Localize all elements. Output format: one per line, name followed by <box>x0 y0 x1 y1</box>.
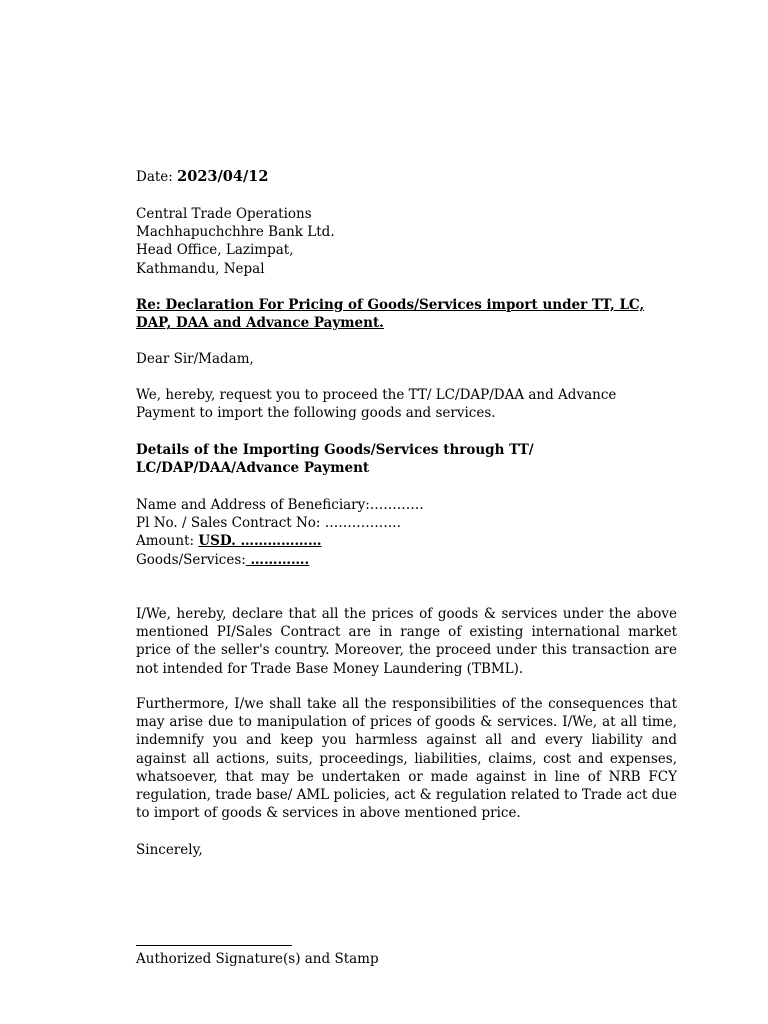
details-heading: Details of the Importing Goods/Services through TT/ LC/DAP/DAA/Advance Payment <box>136 442 534 477</box>
recipient-line-4: Kathmandu, Nepal <box>136 260 265 277</box>
amount-field <box>136 532 677 550</box>
signature-label: Authorized Signature(s) and Stamp <box>136 951 379 967</box>
recipient-line-2: Machhapuchchhre Bank Ltd. <box>136 224 335 241</box>
date-line <box>136 168 677 186</box>
responsibility-paragraph: Furthermore, I/we shall take all the responsibilities of the consequences that may arise due to manipulation of prices of goods & services. I/We, at all time, indemnify you and keep you harmless against all and every liability and against all actions, suits, proceedings, liabilities, claims, cost and expenses, whatsoever, that may be undertaken or made against in line of NRB FCY regulation, trade base/ AML policies, act & regulation related to Trade act due to import of goods & services in above mentioned price. <box>136 696 677 822</box>
details-fields <box>136 496 677 569</box>
date-label: Date: <box>136 169 173 185</box>
goods-field <box>136 551 677 569</box>
amount-label: Amount: <box>136 533 199 550</box>
subject-line: Re: Declaration For Pricing of Goods/Services import under TT, LC, DAP, DAA and Advance Payment. <box>136 297 645 332</box>
date-value: 2023/04/12 <box>177 168 269 185</box>
beneficiary-field: Name and Address of Beneficiary:………… <box>136 497 424 513</box>
recipient-address <box>136 205 677 278</box>
declaration-paragraph: I/We, hereby, declare that all the prices of goods & services under the above mentioned PI/Sales Contract are in range of existing international market price of the seller's country. Moreover, the proceed under this transaction are not intended for Trade Base Money Laundering (TBML). <box>136 606 677 677</box>
closing: Sincerely, <box>136 842 203 858</box>
request-paragraph: We, hereby, request you to proceed the TT/ LC/DAP/DAA and Advance Payment to import the following goods and services. <box>136 387 617 422</box>
recipient-line-1: Central Trade Operations <box>136 206 312 222</box>
goods-value: …………. <box>245 551 310 568</box>
pi-number-field: Pl No. / Sales Contract No: …………….. <box>136 515 401 532</box>
signature-line <box>136 945 292 946</box>
recipient-line-3: Head Office, Lazimpat, <box>136 242 294 259</box>
amount-value: USD. ……………… <box>198 533 322 550</box>
goods-label: Goods/Services: <box>136 551 246 568</box>
salutation: Dear Sir/Madam, <box>136 351 254 367</box>
